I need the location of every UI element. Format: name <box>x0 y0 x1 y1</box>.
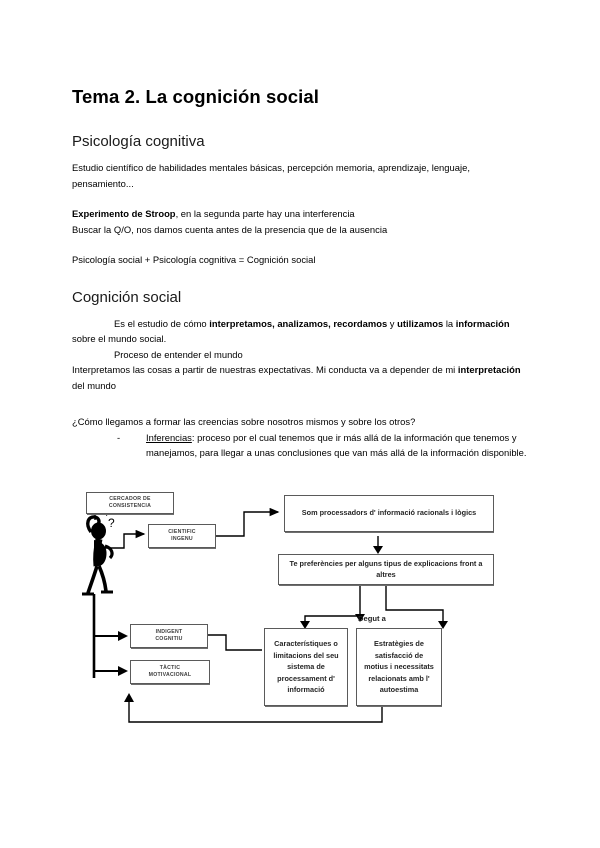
term-inferencias: Inferencias <box>146 431 192 443</box>
question-mark-glyph: ? <box>108 516 115 530</box>
paragraph-interpretamos-cosas <box>72 362 528 393</box>
term-experimento-stroop: Experimento de Stroop <box>72 208 176 220</box>
paragraph-buscar-qo: Buscar la Q/O, nos damos cuenta antes de la presencia que de la ausencia <box>72 223 388 235</box>
diagram-box-cientific-ingenu <box>148 524 216 548</box>
cognicion-social-flow-diagram <box>72 490 528 740</box>
page-title: Tema 2. La cognición social <box>72 86 320 107</box>
document-content <box>72 86 528 461</box>
diagram-box-caracteristiques <box>264 628 348 706</box>
term-interpretacion: interpretación <box>457 364 521 376</box>
paragraph-estudio-cientifico: Estudio científico de habilidades mentales básicas, percepción memoria, aprendizaje, lenguaje, pensamiento... <box>72 162 470 189</box>
txt-es-el-estudio: Es el estudio de cómo <box>114 317 210 329</box>
txt-la: la <box>443 317 456 329</box>
diagram-box-caracteristiques-text: Característiques o limitacions del seu sistema de processament d' informació <box>273 639 339 695</box>
paragraph-es-el-estudio <box>72 316 528 347</box>
list-item <box>72 430 528 461</box>
indigent-line-1: INDIGENT <box>155 628 183 635</box>
diagram-box-cientific-text <box>168 529 196 544</box>
txt-sobre-mundo-social: sobre el mundo social. <box>72 333 167 345</box>
paragraph-formula-cognicion-social: Psicología social + Psicología cognitiva = Cognición social <box>72 254 316 266</box>
cercador-line-2: CONSISTENCIA <box>108 503 152 509</box>
diagram-box-tactic-text <box>149 665 192 680</box>
term-utilizamos: utilizamos <box>397 317 444 329</box>
list-bullet-dash: - <box>117 431 121 443</box>
txt-inferencias-rest: : proceso por el cual tenemos que ir más allá de la información que tenemos y manejamos, para llegar a unas conclusiones que van más allá de la información disponible. <box>146 431 527 459</box>
term-informacion: información <box>455 317 510 329</box>
paragraph-stroop <box>72 206 528 222</box>
section-heading-psicologia-cognitiva: Psicología cognitiva <box>72 133 205 151</box>
term-interpretamos-analizamos-recordamos: interpretamos, analizamos, recordamos <box>209 317 388 329</box>
diagram-box-te-preferencies <box>278 554 494 585</box>
tactic-line-2: MOTIVACIONAL <box>148 672 192 678</box>
diagram-box-tactic-motivacional <box>130 660 210 684</box>
diagram-box-cercador-de-consistencia <box>86 492 174 514</box>
txt-del-mundo: del mundo <box>72 379 116 391</box>
cientific-line-1: CIENTIFIC <box>168 528 196 535</box>
diagram-box-cercador-text <box>109 496 151 511</box>
diagram-box-estrategies <box>356 628 442 706</box>
diagram-box-indigent-cognitiu <box>130 624 208 648</box>
paragraph-proceso-entender: Proceso de entender el mundo <box>114 348 243 360</box>
txt-y: y <box>387 317 398 329</box>
diagram-box-som-processadors-text: Som processadors d' informació racionals i lògics <box>301 508 477 518</box>
inferencias-list <box>72 430 528 461</box>
paragraph-como-llegamos: ¿Cómo llegamos a formar las creencias sobre nosotros mismos y sobre los otros? <box>72 416 416 428</box>
tactic-line-1: TÀCTIC <box>159 664 181 671</box>
txt-interpretamos-cosas: Interpretamos las cosas a partir de nuestras expectativas. Mi conducta va a depender de mi <box>72 364 458 376</box>
diagram-label-degut-a: Degut a <box>358 614 386 623</box>
diagram-box-indigent-text <box>155 629 182 644</box>
cientific-line-2: INGENU <box>171 536 193 542</box>
diagram-box-som-processadors <box>284 495 494 532</box>
section-heading-cognicion-social: Cognición social <box>72 288 182 306</box>
diagram-box-te-preferencies-text: Te preferències per alguns tipus de explicacions front a altres <box>289 559 483 579</box>
indigent-line-2: COGNITIU <box>155 636 183 642</box>
cercador-line-1: CERCADOR DE <box>109 495 151 502</box>
diagram-box-estrategies-text: Estratègies de satisfacció de motius i necessitats relacionats amb l' autoestima <box>364 639 434 695</box>
paragraph-stroop-rest: , en la segunda parte hay una interferencia <box>175 208 355 220</box>
